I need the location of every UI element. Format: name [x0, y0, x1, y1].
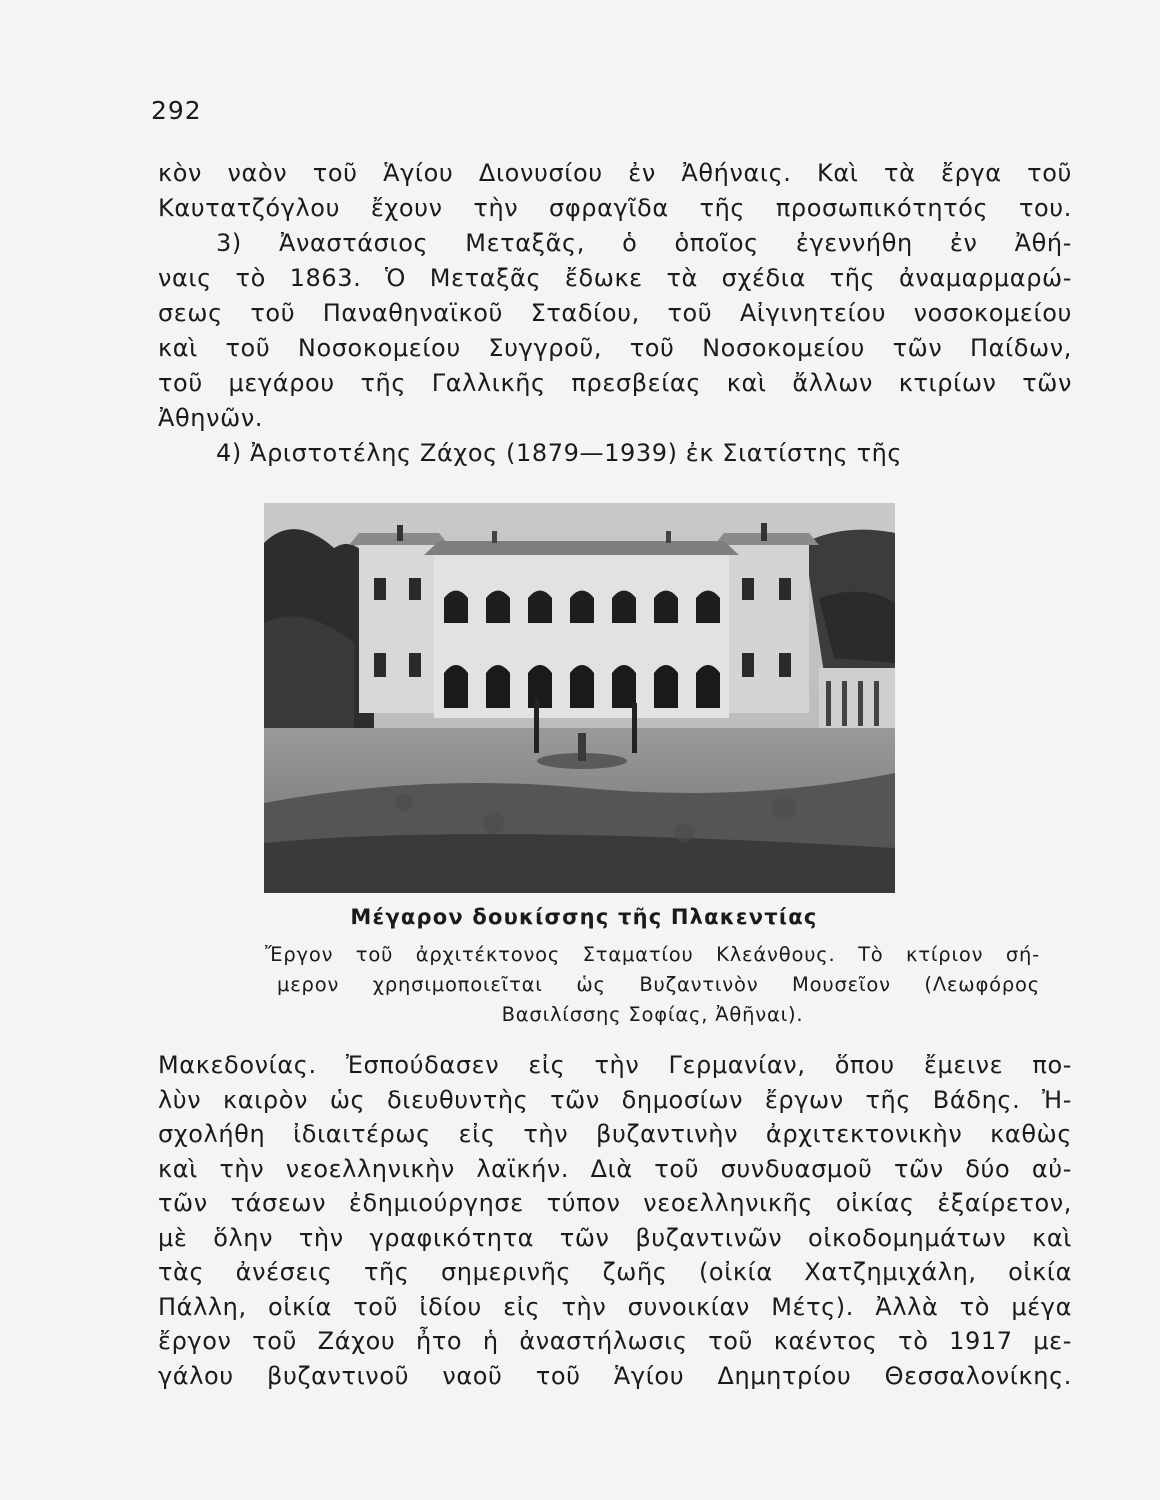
top-paragraphs [158, 156, 1072, 471]
text-line: 4) Ἀριστοτέλης Ζάχος (1879—1939) ἐκ Σιατίστης τῆς [216, 439, 903, 467]
page-number: 292 [151, 96, 202, 125]
text-line: κὸν ναὸν τοῦ Ἁγίου Διονυσίου ἐν Ἀθήναις. Καὶ τὰ ἔργα τοῦ [158, 159, 1072, 187]
text-line: μὲ ὅλην τὴν γραφικότητα τῶν βυζαντινῶν οἰκοδομημάτων καὶ [158, 1223, 1072, 1252]
figure-caption-title: Μέγαρον δουκίσσης τῆς Πλακεντίας [350, 905, 818, 929]
text-line: 3) Ἀναστάσιος Μεταξᾶς, ὁ ὁποῖος ἐγεννήθη ἐν Ἀθή- [216, 229, 1072, 257]
text-line: καὶ τὴν νεοελληνικὴν λαϊκήν. Διὰ τοῦ συνδυασμοῦ τῶν δύο αὐ- [158, 1154, 1072, 1183]
text-line: σχολήθη ἰδιαιτέρως εἰς τὴν βυζαντινὴν ἀρχιτεκτονικὴν καθὼς [158, 1120, 1072, 1148]
text-line: καὶ τοῦ Νοσοκομείου Συγγροῦ, τοῦ Νοσοκομείου τῶν Παίδων, [158, 334, 1072, 362]
text-line: λὺν καιρὸν ὡς διευθυντὴς τῶν δημοσίων ἔργων τῆς Βάδης. Ἠ- [158, 1085, 1072, 1114]
caption-line: μερον χρησιμοποιεῖται ὡς Βυζαντινὸν Μουσεῖον (Λεωφόρος [277, 973, 1040, 996]
caption-line: Ἔργον τοῦ ἀρχιτέκτονος Σταματίου Κλεάνθους. Τὸ κτίριον σή- [265, 943, 1040, 966]
text-line: ἔργον τοῦ Ζάχου ἦτο ἡ ἀναστήλωσις τοῦ καέντος τὸ 1917 με- [158, 1327, 1072, 1355]
text-line: Πάλλη, οἰκία τοῦ ἰδίου εἰς τὴν συνοικίαν Μέτς). Ἀλλὰ τὸ μέγα [158, 1292, 1072, 1321]
text-line: τὰς ἀνέσεις τῆς σημερινῆς ζωῆς (οἰκία Χατζημιχάλη, οἰκία [158, 1258, 1072, 1286]
bottom-paragraph [158, 1048, 1072, 1393]
text-line: ναις τὸ 1863. Ὁ Μεταξᾶς ἔδωκε τὰ σχέδια τῆς ἀναμαρμαρώ- [158, 264, 1072, 292]
text-line: τῶν τάσεων ἐδημιούργησε τύπον νεοελληνικῆς οἰκίας ἐξαίρετον, [158, 1189, 1072, 1217]
text-line: Μακεδονίας. Ἐσπούδασεν εἰς τὴν Γερμανίαν, ὅπου ἔμεινε πο- [158, 1051, 1072, 1079]
figure-caption [265, 940, 1040, 1030]
building-photograph [264, 503, 895, 893]
text-line: Ἀθηνῶν. [158, 404, 264, 432]
caption-line: Βασιλίσσης Σοφίας, Ἀθῆναι). [501, 1003, 804, 1026]
text-line: Καυτατζόγλου ἔχουν τὴν σφραγῖδα τῆς προσωπικότητός του. [158, 194, 1072, 222]
text-line: γάλου βυζαντινοῦ ναοῦ τοῦ Ἁγίου Δημητρίου Θεσσαλονίκης. [158, 1361, 1072, 1390]
text-line: τοῦ μεγάρου τῆς Γαλλικῆς πρεσβείας καὶ ἄλλων κτιρίων τῶν [158, 369, 1072, 397]
text-line: σεως τοῦ Παναθηναϊκοῦ Σταδίου, τοῦ Αἰγινητείου νοσοκομείου [158, 299, 1072, 327]
